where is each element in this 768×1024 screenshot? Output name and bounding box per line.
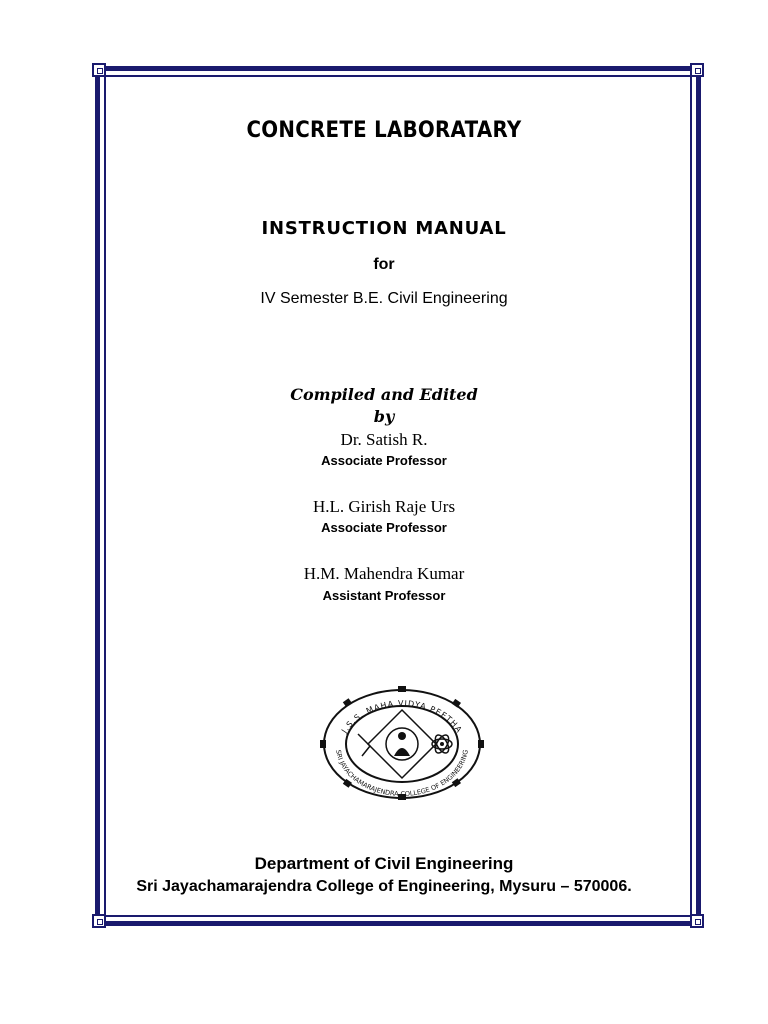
- compiled-label: Compiled and Edited: [290, 385, 478, 404]
- for-label: for: [373, 256, 395, 273]
- document-title: CONCRETE LABORATARY: [246, 118, 522, 143]
- document-subtitle: INSTRUCTION MANUAL: [261, 218, 507, 239]
- college-name: Sri Jayachamarajendra College of Engineering, Mysuru – 570006.: [136, 878, 632, 895]
- semester-line: IV Semester B.E. Civil Engineering: [260, 290, 508, 307]
- author-name: Dr. Satish R.: [340, 430, 428, 449]
- emblem-top-text: J.S.S. MAHA VIDYA PEETHA: [339, 698, 464, 735]
- emblem-bottom-text: SRI JAYACHAMARAJENDRA COLLEGE OF ENGINEERING: [334, 749, 470, 799]
- department-name: Department of Civil Engineering: [254, 854, 514, 873]
- border-corner-ornament: [690, 914, 704, 928]
- by-label: by: [373, 407, 395, 426]
- author-role: Associate Professor: [321, 453, 447, 468]
- author-role: Assistant Professor: [322, 588, 446, 603]
- author-name: H.L. Girish Raje Urs: [312, 497, 456, 516]
- svg-text:SRI JAYACHAMARAJENDRA COLLEGE: [334, 749, 470, 798]
- author-name: H.M. Mahendra Kumar: [303, 564, 465, 583]
- svg-text:J.S.S. MAHA VIDYA PEETHA: [339, 699, 464, 736]
- author-role: Associate Professor: [321, 520, 447, 535]
- border-corner-ornament: [92, 63, 106, 77]
- college-emblem-logo: [318, 684, 486, 802]
- border-corner-ornament: [92, 914, 106, 928]
- border-corner-ornament: [690, 63, 704, 77]
